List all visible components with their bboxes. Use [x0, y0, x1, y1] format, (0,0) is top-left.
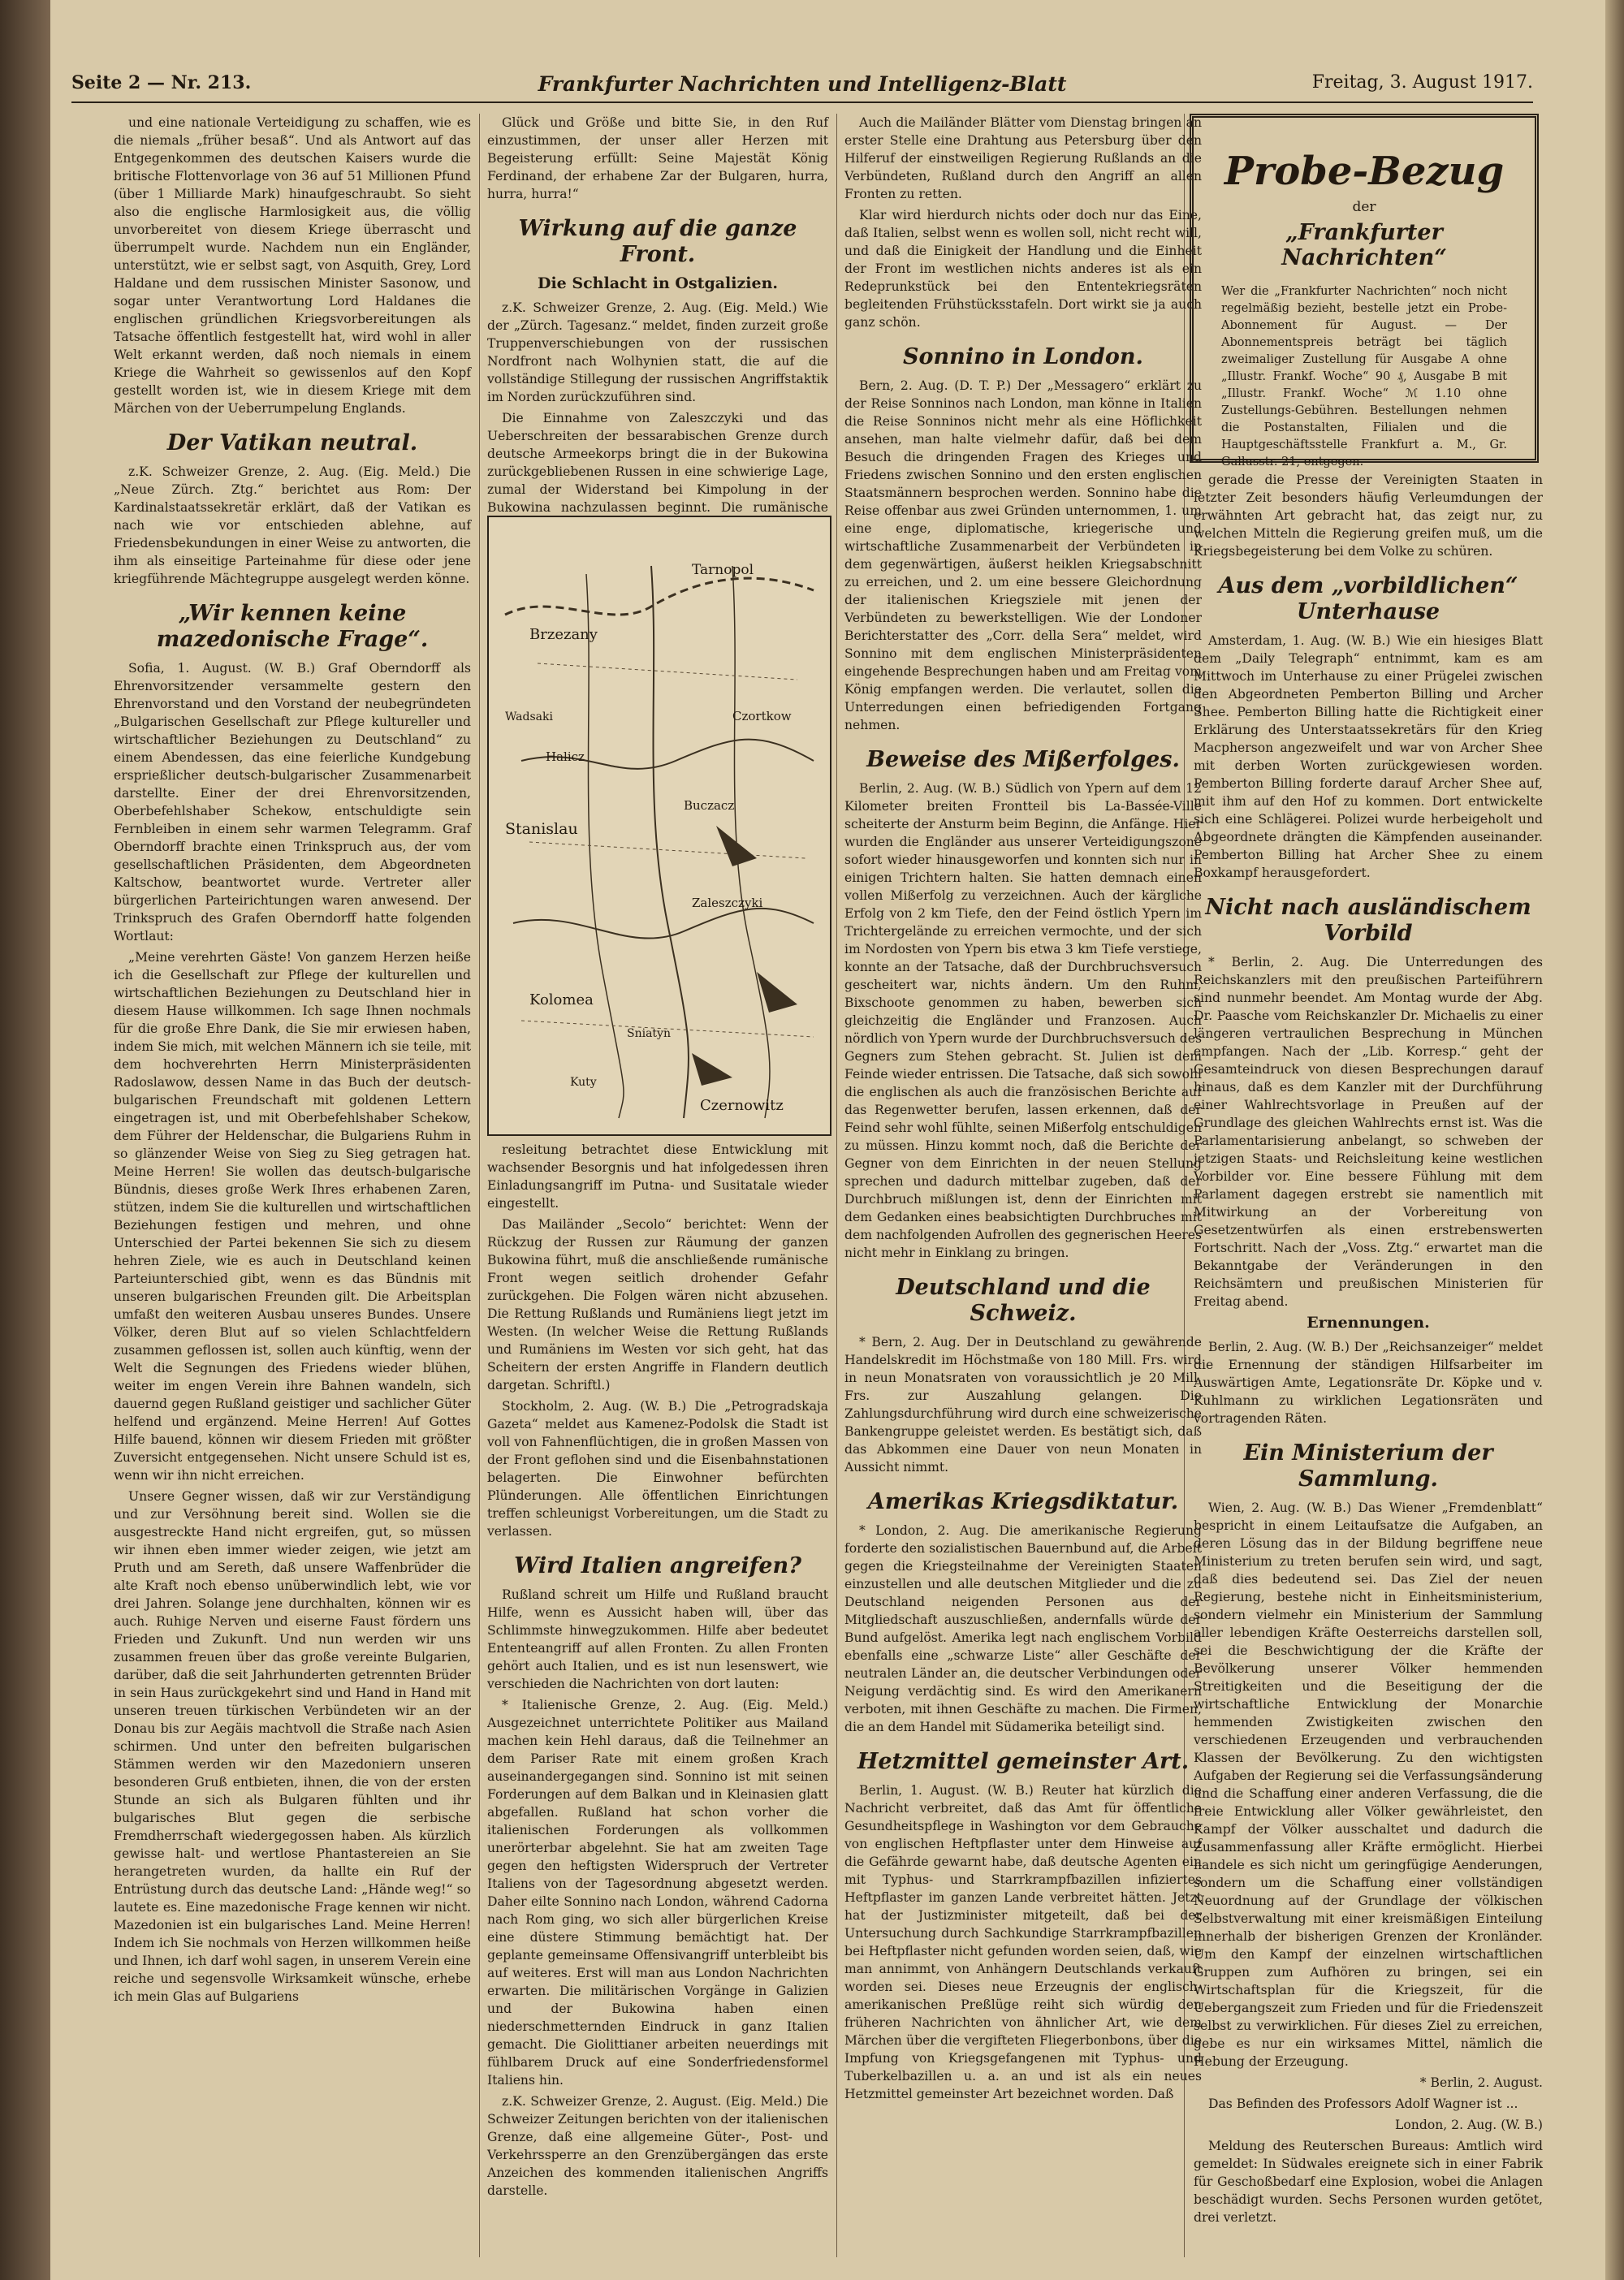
article-text: * Bern, 2. Aug. Der in Deutschland zu gewährende Handelskredit im Höchstmaße von 180 Mill. Frs. wird in neun Monatsraten von voraussichtlich je 20 Mill. Frs. zur Auszahlung gelangen. Die Zahlungsdurchführung wird durch eine schweizerische Bankengruppe geleistet werden. Es bestätigt sich, daß das Abkommen eine Dauer von neun Monaten in Aussicht nimmt. [844, 1335, 1202, 1475]
headline-misserfolg: Beweise des Mißerfolges. [866, 747, 1180, 772]
article-text: und eine nationale Verteidigung zu schaffen, wie es die niemals „früher besaß“. Und als Antwort auf das Entgegenkommen des deutschen Kaisers wurde die britische Flottenvorlage von 36 auf 51 Millionen Pfund (über 1 Milliarde Mark) hinaufgeschraubt. So sieht also die englische Harmlosigkeit aus, die völlig unvorbereitet von diesem Kriege überrascht und überrumpelt wurde. Nachdem nun ein Engländer, unterstützt, wie er selbst sagt, von Asquith, Grey, Lord Haldane und dem russischen Minister Sasonow, und sogar unter Verantwortung Lord Haldanes die englischen gründlichen Kriegsvorbereitungen als Tatsache öffentlich festgestellt hat, wird wohl in aller Welt erkannt werden, daß noch niemals in einem Kriege die Wahrheit so gewissenlos auf den Kopf gestellt worden ist, wie in diesem Kriege mit dem Märchen von der Ueberrumpelung Englands. [114, 115, 471, 416]
column-rule [836, 114, 837, 2257]
article-text: Berlin, 1. August. (W. B.) Reuter hat kürzlich die Nachricht verbreitet, daß das Amt für öffentliche Gesundheitspflege in Washington vor dem Gebrauche von englischen Heftpflaster unter dem Hinweise auf die Gefährde gewarnt habe, daß deutsche Agenten ein mit Typhus- und Starrkrampfbazillen infiziertes Heftpflaster im ganzen Lande verbreitet hätten. Jetzt hat der Justizminister mitgeteilt, daß bei der Untersuchung durch Sachkundige Starrkrampfbazillen bei Heftpflaster nicht gefunden worden seien, daß, wie man annimmt, von Anhängern Deutschlands verkauft worden sei. Dieses neue Erzeugnis der englisch-amerikanischen Preßlüge reiht sich würdig den früheren Nachrichten von ähnlicher Art, wie dem Märchen über die vergifteten Fliegerbonbons, über die Impfung von Kriegsgefangenen mit Typhus- und Tuberkelbazillen u. a. an und ist als ein neues Hetzmittel gemeinster Art bezeichnet worden. Daß [844, 1783, 1202, 2101]
headline-ministerium: Ein Ministerium der Sammlung. [1243, 1440, 1493, 1492]
column-2-top [487, 114, 828, 516]
map-label: Buczacz [684, 798, 735, 813]
ad-der: der [1352, 199, 1376, 215]
article-text: Berlin, 2. Aug. (W. B.) Der „Reichsanzeiger“ meldet die Ernennung der ständigen Hilfsarbeiter im Auswärtigen Amte, Legationsräte Dr. Köpke und v. Kuhlmann zu wirklichen Legationsräten und vortragenden Räten. [1194, 1340, 1543, 1426]
article-text: Rußland schreit um Hilfe und Rußland braucht Hilfe, wenn es Aussicht haben will, über das Schlimmste hinwegzukommen. Hilfe aber bedeutet Ententeangriff auf allen Fronten. Zu allen Fronten gehört auch Italien, und es ist nun lesenswert, wie verschieden die Nachrichten von dort lauten: [487, 1587, 828, 1691]
issue-date: Freitag, 3. August 1917. [1311, 72, 1533, 93]
map-label: Brzezany [529, 626, 598, 643]
front-map [487, 516, 831, 1136]
article-text: London, 2. Aug. (W. B.) [1395, 2118, 1543, 2132]
ad-paper-name: „Frankfurter Nachrichten“ [1281, 220, 1447, 270]
article-text: Glück und Größe und bitte Sie, in den Ruf einzustimmen, der unser aller Herzen mit Begeisterung erfüllt: Seine Majestät König Ferdinand, der erhabene Zar der Bulgaren, hurra, hurra, hurra!“ [487, 115, 828, 201]
article-text: * Berlin, 2. Aug. Die Unterredungen des Reichskanzlers mit den preußischen Parteiführern sind nunmehr beendet. Am Montag wurde der Abg. Dr. Paasche vom Reichskanzler Dr. Michaelis zu einer längeren vertraulichen Besprechung in München empfangen. Nach der „Lib. Korresp.“ geht der Gesamteindruck von diesen Besprechungen darauf hinaus, daß es dem Kanzler mit der Durchführung einer Wahlrechtsvorlage in Preußen auf der Grundlage des gleichen Wahlrechts ernst ist. Was die Parlamentarisierung anbelangt, so schweben der jetzigen Staats- und Reichsleitung keine westlichen Vorbilder vor. Eine bessere Fühlung mit dem Parlament dagegen erstrebt sie namentlich mit Mitwirkung an der Vorbereitung von Gesetzentwürfen als einen erstrebenswerten Fortschritt. Nach der „Voss. Ztg.“ erwartet man die Bekanntgabe der Veränderungen in den Reichsämtern und preußischen Ministerien für Freitag abend. [1194, 955, 1543, 1309]
article-text: Meldung des Reuterschen Bureaus: Amtlich wird gemeldet: In Südwales ereignete sich in einer Fabrik für Geschoßbedarf eine Explosion, wobei die Anlagen beschädigt wurden. Sechs Personen wurden getötet, drei verletzt. [1194, 2139, 1543, 2225]
article-text: z.K. Schweizer Grenze, 2. Aug. (Eig. Meld.) Die „Neue Zürch. Ztg.“ berichtet aus Rom: Der Kardinalstaatssekretär erklärt, daß der Vatikan es nach wie vor entschieden ablehne, auf Friedensbekundungen in einer Weise zu antworten, die ihm als einseitige Parteinahme für diese oder jene kriegführende Mächtegruppe ausgelegt werden könne. [114, 464, 471, 586]
article-text: Das Befinden des Professors Adolf Wagner ist ... [1208, 2096, 1518, 2111]
column-2-bottom [487, 1141, 828, 2261]
article-text: z.K. Schweizer Grenze, 2. Aug. (Eig. Meld.) Wie der „Zürch. Tagesanz.“ meldet, finden zurzeit große Truppenverschiebungen von der russischen Nordfront nach Wolhynien statt, die auf die vollständige Stillegung der russischen Angriffstaktik im Norden zurückzuführen sind. [487, 300, 828, 404]
article-text: Klar wird hierdurch nichts oder doch nur das Eine, daß Italien, selbst wenn es wollen soll, nicht recht will, und daß die Einigkeit der Handlung und die Einheit der Front im westlichen nichts anderes ist als ein Redeprunkstück bei den Ententekriegsräten begleitenden Frühstücksstafeln. Dort wirkt sie ja auch ganz schön. [844, 208, 1202, 330]
newspaper-title: Frankfurter Nachrichten und Intelligenz-Blatt [538, 72, 1067, 96]
headline-sonnino: Sonnino in London. [903, 344, 1143, 369]
map-label: Halicz [546, 749, 585, 764]
article-text: gerade die Presse der Vereinigten Staaten in letzter Zeit besonders häufig Verleumdungen der erwähnten Art gebracht hat, das zeigt nur, zu welchen Mitteln die Regierung greifen muß, um die Kriegsbegeisterung bei dem Volke zu schüren. [1194, 473, 1543, 559]
article-text: Bern, 2. Aug. (D. T. P.) Der „Messagero“ erklärt zu der Reise Sonninos nach London, man könne in Italien die Reise Sonninos nicht mehr als eine Höflichkeit ansehen, man halte vielmehr dafür, daß bei dem Besuch die dringenden Fragen des Krieges und Friedens zwischen Sonnino und den ersten englischen Staatsmännern besprochen werden. Sonnino habe die Reise offenbar aus zwei Gründen unternommen, 1. um eine enge, diplomatische, kriegerische und wirtschaftliche Zusammenarbeit der Verbündeten in dem gegenwärtigen, äußerst heiklen Kriegsabschnitt zu erreichen, und 2. um eine bessere Gleichordnung der italienischen Kriegsziele mit jenen der Verbündeten zu bewerkstelligen. Wie der Londoner Berichterstatter des „Corr. della Sera“ meldet, wird Sonnino mit dem englischen Ministerpräsidenten eingehende Besprechungen haben und am Freitag vom König empfangen werden. Die verlautet, sollen die Unterredungen einen befriedigenden Fortgang nehmen. [844, 378, 1202, 732]
article-text: Auch die Mailänder Blätter vom Dienstag bringen an erster Stelle eine Drahtung aus Petersburg über den Hilferuf der einstweiligen Regierung Rußlands an die Verbündeten, Rußland durch den Angriff an allen Fronten zu retten. [844, 115, 1202, 201]
article-text: Die Einnahme von Zaleszczyki und das Ueberschreiten der bessarabischen Grenze durch deutsche Armeekorps bringt die in der Bukowina zurückgebliebenen Russen in eine schwierige Lage, zumal der Widerstand bei Kimpolung in der Bukowina nachzulassen beginnt. Die rumänische [487, 411, 828, 515]
map-label: Sniatyn [627, 1027, 671, 1040]
column-3 [844, 114, 1202, 2265]
ad-text: Wer die „Frankfurter Nachrichten“ noch nicht regelmäßig bezieht, bestelle jetzt ein Probe-Abonnement für August. — Der Abonnementspreis beträgt bei täglich zweimaliger Zustellung für Ausgabe A ohne „Illustr. Frankf. Woche“ 90 ₰, Ausgabe B mit „Illustr. Frankf. Woche“ ℳ 1.10 ohne Zustellungs-Gebühren. Bestellungen nehmen die Postanstalten, Filialen und die Hauptgeschäftsstelle Frankfurt a. M., Gr. Gallusstr. 21, entgegen. [1221, 285, 1507, 469]
map-label: Zaleszczyki [692, 896, 763, 910]
headline-schweiz: Deutschland und die Schweiz. [896, 1275, 1151, 1326]
map-label: Czernowitz [700, 1097, 784, 1114]
subheadline: Die Schlacht in Ostgalizien. [537, 274, 779, 292]
article-text: Wien, 2. Aug. (W. B.) Das Wiener „Fremdenblatt“ bespricht in einem Leitaufsatze die Aufgaben, an deren Lösung das in der Bildung begriffene neue Ministerium zu treten berufen sein wird, und sagt, daß dies bedeutend sei. Das Ziel der neuen Regierung, bestehe nicht in Einheitsministerium, sondern vielmehr ein Ministerium der Sammlung aller lebendigen Kräfte Oesterreichs darstellen soll, sei die Beschwichtigung der die Kräfte der Bevölkerung unserer Völker hemmenden Streitigkeiten und die Beseitigung der die wirtschaftliche Entwicklung der Monarchie hemmenden Zwistigkeiten zwischen den verschiedenen Erzeugenden und verbrauchenden Klassen der Bevölkerung. Zu den wichtigsten Aufgaben der Regierung sei die Verfassungsänderung und die Schaffung einer anderen Verfassung, die die freie Entwicklung aller Völker gewährleistet, den Kampf der Völker ausschaltet und dadurch die Zusammenfassung aller Kräfte ermöglicht. Hierbei handele es sich nicht um geringfügige Aenderungen, sondern um die Schaffung einer vollständigen Neuordnung auf der Grundlage der völkischen Selbstverwaltung mit einer kreismäßigen Einteilung innerhalb der bisherigen Grenzen der Kronländer. Um den Kampf der einzelnen wirtschaftlichen Gruppen zum Aufhören zu bringen, sei ein Wirtschaftsplan für die Kriegszeit, für die Uebergangszeit zum Frieden und für die Friedenszeit selbst zu verwirklichen. Für dieses Ziel zu erreichen, gebe es nur ein wirksames Mittel, nämlich die Hebung der Erzeugung. [1194, 1501, 1543, 2069]
map-label: Czortkow [732, 709, 792, 723]
article-text: Das Mailänder „Secolo“ berichtet: Wenn der Rückzug der Russen zur Räumung der ganzen Bukowina führt, muß die anschließende rumänische Front wegen seitlich drohender Gefahr zurückgehen. Die Folgen wären nicht abzusehen. Die Rettung Rußlands und Rumäniens liegt jetzt im Westen. (In welcher Weise die Rettung Rußlands und Rumäniens im Westen vor sich geht, hat das Scheitern der ersten Angriffe in Flandern deutlich dargetan. Schriftl.) [487, 1217, 828, 1393]
headline-unterhaus: Aus dem „vorbildlichen“ Unterhause [1218, 573, 1518, 624]
map-drawing [489, 517, 830, 1134]
page-edge [1605, 0, 1624, 2280]
article-text: * London, 2. Aug. Die amerikanische Regierung forderte den sozialistischen Bauernbund auf, die Arbeit gegen die Kriegsteilnahme der Vereinigten Staaten einzustellen und alle deutschen Mitglieder und die zu Deutschland neigenden Personen aus der Mitgliedschaft auszuschließen, andernfalls würde der Bund aufgelöst. Amerika legt nach englischem Vorbild ebenfalls eine „schwarze Liste“ aller Geschäfte der neutralen Länder an, die deutscher Verbindungen oder Neigung verdächtig sind. Es wird den Amerikanern verboten, mit ihnen Geschäfte zu machen. Die Firmen, die an dem Handel mit Südamerika beteiligt sind. [844, 1523, 1202, 1734]
headline-hetzmittel: Hetzmittel gemeinster Art. [857, 1749, 1190, 1774]
headline-vatikan: Der Vatikan neutral. [166, 430, 418, 456]
page-number: Seite 2 — Nr. 213. [71, 72, 252, 93]
map-label: Wadsaki [505, 710, 553, 723]
headline-ernennungen: Ernennungen. [1307, 1314, 1430, 1332]
article-text: Stockholm, 2. Aug. (W. B.) Die „Petrogradskaja Gazeta“ meldet aus Kamenez-Podolsk die Stadt ist voll von Fahnenflüchtigen, die in großen Massen von der Front geflohen sind und die Eisenbahnstationen belagerten. Die Einwohner befürchten Plünderungen. Alle öffentlichen Einrichtungen treffen schleunigst Vorbereitungen, um die Stadt zu verlassen. [487, 1399, 828, 1539]
column-rule [479, 114, 480, 2257]
column-4 [1194, 471, 1543, 2257]
page-header [71, 69, 1533, 103]
map-label: Tarnopol [692, 562, 754, 578]
article-text: z.K. Schweizer Grenze, 2. August. (Eig. Meld.) Die Schweizer Zeitungen berichten von der italienischen Grenze, daß eine allgemeine Güter-, Post- und Verkehrssperre an den Grenzübergängen das erste Anzeichen des kommenden italienischen Angriffs darstelle. [487, 2094, 828, 2198]
headline-mazedonien: „Wir kennen keine mazedonische Frage“. [156, 601, 429, 652]
article-text: Berlin, 2. Aug. (W. B.) Südlich von Ypern auf dem 12 Kilometer breiten Frontteil bis La-Bassée-Ville scheiterte der Ansturm beim Beginn, die Anfänge. Hier wurden die Engländer aus unserer Verteidigungszone sofort wieder hinausgeworfen und konnten sich nur in einigen Trichtern halten. Sie hatten demnach einen vollen Mißerfolg zu verzeichnen. Auch der kärgliche Erfolg von 2 km Tiefe, den der Feind östlich Ypern im Trichtergelände zu erreichen vermochte, und der sich im Nordosten von Ypern bis etwa 3 km Tiefe verstiege, konnte an der Tatsache, daß der Durchbruchsversuch gescheitert war, nichts ändern. Um den Ruhm, Bixschoote genommen zu haben, bewerben sich gleichzeitig die Engländer und Franzosen. Auch nördlich von Ypern wurde der Durchbruchsversuch des Gegners zum Stehen gebracht. St. Julien ist dem Feinde wieder entrissen. Die Tatsache, daß sich sowohl die englischen als auch die französischen Berichte auf das Regenwetter berufen, lassen erkennen, daß der Feind sehr wohl fühlte, seinen Mißerfolg entschuldigen zu müssen. Hinzu kommt noch, daß die Berichte der Gegner von dem Einrichten in der neuen Stellung sprechen und dadurch mittelbar zugeben, daß der Durchbruch mißlungen ist, denn der Einrichten mit dem Gedanken eines beabsichtigten Durchbruches mit dem nachfolgenden Aufrollen des gegnerischen Heeres nicht mehr in Einklang zu bringen. [844, 781, 1202, 1260]
article-text: Amsterdam, 1. Aug. (W. B.) Wie ein hiesiges Blatt dem „Daily Telegraph“ entnimmt, kam es am Mittwoch im Unterhause zu einer Prügelei zwischen den Abgeordneten Pemberton Billing und Archer Shee. Pemberton Billing hatte die Richtigkeit einer Erklärung des Unterstaatssekretärs für den Krieg Macpherson angezweifelt und war von Archer Shee mit derben Worten zurückgewiesen worden. Pemberton Billing forderte darauf Archer Shee auf, mit ihm auf den Hof zu kommen. Dort entwickelte sich eine Schlägerei. Polizei wurde herbeigeholt und Abgeordnete drängten die Kämpfenden auseinander. Pemberton Billing hat Archer Shee zu einem Boxkampf herausgefordert. [1194, 633, 1543, 880]
map-label: Stanislau [505, 820, 578, 838]
article-text: „Meine verehrten Gäste! Von ganzem Herzen heiße ich die Gesellschaft zur Pflege der kulturellen und wirtschaftlichen Beziehungen zu Deutschland hier in diesem Hause willkommen. Ich sage Ihnen nochmals für die große Ehre Dank, die Sie mir erwiesen haben, indem Sie mich, mit welchen Männern ich sie teile, mit dem hochverehrten Herrn Ministerpräsidenten Radoslawow, dessen Name in das Buch der deutsch-bulgarischen Freundschaft mit goldenen Lettern eingetragen ist, und mit Oberbefehlshaber Schekow, dem Führer der Heldenschar, die Bulgariens Ruhm in so glänzender Weise von Sieg zu Sieg getragen hat. Meine Herren! Sie wollen das deutsch-bulgarische Bündnis, dieses große Werk Ihres erhabenen Zaren, stützen, indem Sie die kulturellen und wirtschaftlichen Beziehungen festigen und mehren, und ohne Unterschied der Partei bekennen Sie sich zu diesem hehren Ziele, wie es auch in Deutschland keinen Parteiunterschied gibt, wenn es das Bündnis mit unseren bulgarischen Freunden gilt. Die Arbeitsplan umfaßt den weiteren Ausbau unseres Bundes. Unsere Völker, deren Blut auf so vielen Schlachtfeldern zusammen geflossen ist, sollen auch künftig, wenn der Welt die Segnungen des Friedens wieder blühen, weiter im engen Verein ihre Bahnen wandeln, sich dauernd gegen Rußland geistiger und sachlicher Güter helfend und ergänzend. Meine Herren! Auf Gottes Hilfe bauend, können wir diesem Frieden mit größter Zuversicht entgegensehen. Nicht unsere Schuld ist es, wenn wir ihn nicht erreichen. [114, 950, 471, 1483]
article-text: * Italienische Grenze, 2. Aug. (Eig. Meld.) Ausgezeichnet unterrichtete Politiker aus Mailand machen kein Hehl daraus, daß die Teilnehmer an dem Pariser Rate mit einem großen Krach auseinandergegangen sind. Sonnino ist mit seinen Forderungen auf dem Balkan und in Kleinasien glatt abgefallen. Rußland hat schon vorher die italienischen Forderungen als vollkommen unerörterbar abgelehnt. Sie hat am zweiten Tage gegen den heftigsten Widerspruch der Vertreter Italiens von der Tagesordnung abgesetzt werden. Daher eilte Sonnino nach London, während Cadorna nach Rom ging, wo sich aller bürgerlichen Kreise eine düstere Stimmung bemächtigt hat. Der geplante gemeinsame Offensivangriff unterbleibt bis auf weiteres. Erst will man aus London Nachrichten erwarten. Die militärischen Vorgänge in Galizien und der Bukowina haben einen niederschmetternden Eindruck in ganz Italien gemacht. Die Giolittianer arbeiten neuerdings mit fühlbarem Druck auf eine Sonderfriedensformel Italiens hin. [487, 1698, 828, 2088]
article-text: * Berlin, 2. August. [1419, 2075, 1543, 2090]
headline-italien: Wird Italien angreifen? [514, 1553, 801, 1578]
headline-amerika: Amerikas Kriegsdiktatur. [867, 1489, 1179, 1514]
column-1 [114, 114, 471, 2265]
map-label: Kolomea [529, 991, 594, 1008]
subscription-ad [1190, 114, 1539, 469]
ad-title: Probe-Bezug [1224, 149, 1505, 194]
headline-vorbild: Nicht nach ausländischem Vorbild [1205, 895, 1531, 946]
book-spine [0, 0, 50, 2280]
headline-wirkung: Wirkung auf die ganze Front. [518, 216, 797, 267]
map-label: Kuty [570, 1076, 597, 1089]
article-text: resleitung betrachtet diese Entwicklung mit wachsender Besorgnis und hat infolgedessen ihren Einladungsangriff im Putna- und Susitatale wieder eingestellt. [487, 1142, 828, 1211]
article-text: Unsere Gegner wissen, daß wir zur Verständigung und zur Versöhnung bereit sind. Wollen sie die ausgestreckte Hand nicht ergreifen, gut, so müssen wir ihnen eben immer wieder zeigen, wie jetzt am Pruth und am Sereth, daß unsere Waffenbrüder die alte Kraft noch ebenso unüberwindlich lebt, wie vor drei Jahren. Solange jene durchhalten, können wir es auch. Ruhige Nerven und eiserne Faust fördern uns Frieden und Zukunft. Und nun werden wir uns zusammen freuen über das große vereinte Bulgarien, darüber, daß die seit Jahrhunderten getrennten Brüder in sein Haus zurückgekehrt sind und Hand in Hand mit unseren treuen türkischen Verbündeten wir an der Donau bis zur Aegäis machtvoll die Straße nach Asien schirmen. Und unter den befreiten bulgarischen Stämmen werden wir den Mazedoniern unseren besonderen Gruß entbieten, ihnen, die von der ersten Stunde an sich als Bulgaren fühlten und ihr bulgarisches Blut gegen die serbische Fremdherrschaft wiedergegossen haben. Als kürzlich gewisse halt- und wertlose Phantastereien an Sie herangetreten wurden, da hallte ein Ruf der Entrüstung durch das deutsche Land: „Hände weg!“ so lautete es. Eine mazedonische Frage kennen wir nicht. Mazedonien ist ein bulgarisches Land. Meine Herren! Indem ich Sie nochmals von Herzen willkommen heiße und Ihnen, ich darf wohl sagen, in unserem Verein eine reiche und segensvolle Wirksamkeit wünsche, erhebe ich mein Glas auf Bulgariens [114, 1489, 471, 2004]
article-text: Sofia, 1. August. (W. B.) Graf Oberndorff als Ehrenvorsitzender versammelte gestern den Ehrenvorstand und den Vorstand der neubegründeten „Bulgarischen Gesellschaft zur Pflege kultureller und wirtschaftlicher Beziehungen zu Deutschland“ zu einem Abendessen, das eine feierliche Kundgebung ersprießlicher deutsch-bulgarischer Zusammenarbeit darstellte. Einer der drei Ehrenvorsitzenden, Oberbefehlshaber Schekow, entschuldigte sein Fernbleiben in einem sehr warmen Telegramm. Graf Oberndorff brachte einen Trinkspruch aus, der vom gesellschaftlichen Präsidenten, dem Abgeordneten Kaltschow, beantwortet wurde. Vertreter aller bürgerlichen Parteirichtungen waren anwesend. Der Trinkspruch des Grafen Oberndorff hatte folgenden Wortlaut: [114, 661, 471, 944]
